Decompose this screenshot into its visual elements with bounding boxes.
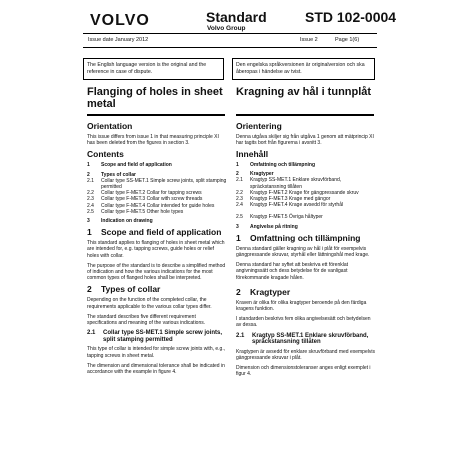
table-of-contents <box>236 162 376 230</box>
section-number: 2.1 <box>87 330 96 337</box>
toc-item <box>236 214 376 220</box>
table-of-contents <box>87 162 227 224</box>
orientation-text: Denna utgåva skiljer sig från utgåva 1 genom att mätprincip XI har tagits bort från figurerna i avsnitt 3. <box>236 133 374 146</box>
toc-text: Indication on drawing <box>101 218 153 225</box>
section-number: 2 <box>87 284 92 295</box>
toc-number: 3 <box>236 223 239 230</box>
standard-number: STD 102-0004 <box>305 9 397 25</box>
section-2-1-paragraph: This type of collar is intended for simple screw joints with, e.g., tapping screws in sheet metal. <box>87 346 226 359</box>
heading-section-2-1 <box>236 333 376 346</box>
section-number: 2.1 <box>236 332 245 339</box>
volvo-logo: VOLVO <box>90 12 150 29</box>
toc-text: Kragtyp SS-MET.1 Enklare skruvförband, spräckstansning tillåten <box>250 177 342 190</box>
toc-number: 2.5 <box>87 208 94 215</box>
section-2-1-paragraph: Kragtypen är avsedd för enklare skruvförband med exempelvis gängpressande skruvar i plåt. <box>236 348 375 361</box>
section-title: Omfattning och tillämpning <box>250 232 361 243</box>
organization-name: Volvo Group <box>207 25 246 32</box>
section-1-paragraph: Denna standard gäller kragning av hål i plåt för exempelvis gängpressande skruvar, styrhål eller lättningshål med krage. <box>236 245 370 258</box>
section-title: Types of collar <box>101 284 161 295</box>
section-title: Collar type SS-MET.1 Simple screw joints, split stamping permitted <box>103 330 223 343</box>
toc-number: 2.5 <box>236 214 243 221</box>
section-2-paragraph: Depending on the function of the completed collar, the requirements applicable to the various collar types differ. <box>87 297 212 310</box>
language-notice-sv: Den engelska språkversionen är originalversion och ska åberopas i händelse av tvist. <box>232 58 375 80</box>
section-2-1-paragraph: The dimension and dimensional tolerance shall be indicated in accordance with the example in figure 4. <box>87 362 225 376</box>
english-column <box>87 87 227 379</box>
toc-text: Omfattning och tillämpning <box>250 161 315 168</box>
heading-section-1 <box>87 228 227 237</box>
heading-section-1 <box>236 234 376 243</box>
issue-number: Issue 2 <box>300 37 318 43</box>
toc-text: Collar type F-MET.3 Collar with screw threads <box>101 196 203 203</box>
section-number: 1 <box>236 232 241 243</box>
toc-text: Collar type F-MET.5 Other hole types <box>101 208 184 215</box>
toc-number: 1 <box>87 162 90 169</box>
section-1-paragraph: This standard applies to flanging of holes in sheet metal which are intended for, e.g. tapping screws, guide holes or relief holes with collar. <box>87 240 225 259</box>
toc-item <box>87 178 227 190</box>
toc-text: Angivelse på ritning <box>250 223 298 230</box>
page-number: Page 1(6) <box>335 37 360 43</box>
toc-number: 2.3 <box>87 196 94 203</box>
section-number: 2 <box>236 286 241 297</box>
section-title: Scope and field of application <box>101 227 222 238</box>
header-rule-bottom <box>83 47 377 48</box>
toc-text: Types of collar <box>101 171 136 178</box>
toc-text: Kragtyp F-MET.4 Krage avsedd för styrhål <box>250 202 344 209</box>
document-title-sv: Kragning av hål i tunnplåt <box>236 86 372 98</box>
toc-item <box>87 218 227 224</box>
section-2-paragraph: I standarden beskrivs fem olika angivelsesätt och betydelsen av dessa. <box>236 316 371 329</box>
heading-orientation: Orientation <box>87 121 133 131</box>
section-1-paragraph: The purpose of the standard is to describe a simplified method of indication and how the various indications for the most common types of flanged holes shall be interpreted. <box>87 262 226 282</box>
swedish-column <box>236 87 376 382</box>
toc-number: 3 <box>87 218 90 225</box>
header-rule-top <box>83 33 377 34</box>
language-notice-en: The English language version is the original and the reference in case of dispute. <box>83 58 224 80</box>
toc-text: Kragtyp F-MET.3 Krage med gängor <box>250 195 331 202</box>
toc-number: 2 <box>87 171 90 178</box>
toc-item <box>236 162 376 168</box>
section-2-1-paragraph: Dimension och dimensionstoleranser anges enligt exemplet i figur 4. <box>236 365 371 378</box>
section-title: Kragtyper <box>250 286 291 297</box>
heading-contents: Contents <box>87 149 124 160</box>
section-rule <box>236 114 374 116</box>
heading-section-2 <box>87 285 227 294</box>
heading-orientation: Orientering <box>236 120 282 131</box>
toc-number: 1 <box>236 161 239 168</box>
toc-number: 2.1 <box>236 177 243 184</box>
orientation-text: This issue differs from issue 1 in that measuring principle XI has been deleted from the figures in section 3. <box>87 134 219 147</box>
section-rule <box>87 114 225 116</box>
section-title: Kragtyp SS-MET.1 Enklare skruvförband, spräckstansning tillåten <box>252 332 369 346</box>
document-title-en: Flanging of holes in sheet metal <box>87 86 223 110</box>
toc-text: Kragtyper <box>250 171 274 178</box>
document-type: Standard <box>206 9 267 25</box>
heading-section-2-1 <box>87 330 227 343</box>
toc-item <box>236 177 376 189</box>
issue-date: Issue date January 2012 <box>88 37 149 43</box>
toc-item <box>236 202 376 208</box>
toc-text: Scope and field of application <box>101 162 172 169</box>
section-2-paragraph: Kraven är olika för olika kragtyper beroende på den färdiga kragens funktion. <box>236 299 367 312</box>
toc-item <box>87 209 227 215</box>
toc-item <box>236 224 376 230</box>
section-1-paragraph: Denna standard har syftet att beskriva ett förenklat angivningssätt och dess betydelse för de vanligast förekommande kragade hålen. <box>236 262 349 281</box>
toc-number: 2.2 <box>236 189 243 196</box>
toc-number: 2.4 <box>87 202 94 209</box>
toc-number: 2.2 <box>87 190 94 197</box>
heading-contents: Innehåll <box>236 148 269 159</box>
toc-text: Collar type F-MET.2 Collar for tapping screws <box>101 190 202 197</box>
section-number: 1 <box>87 227 92 238</box>
toc-text: Collar type F-MET.4 Collar intended for guide holes <box>101 202 215 209</box>
toc-number: 2 <box>236 171 239 178</box>
toc-text: Collar type SS-MET.1 Simple screw joints, split stamping permitted <box>101 177 227 191</box>
toc-number: 2.1 <box>87 177 94 184</box>
toc-number: 2.4 <box>236 202 243 209</box>
toc-item <box>87 162 227 168</box>
toc-text: Kragtyp F-MET.5 Övriga håltyper <box>250 214 323 221</box>
toc-text: Kragtyp F-MET.2 Krage för gängpressande skruv <box>250 189 359 196</box>
section-2-paragraph: The standard describes five different requirement specifications and meaning of the various indications. <box>87 313 206 327</box>
heading-section-2 <box>236 288 376 297</box>
toc-number: 2.3 <box>236 195 243 202</box>
